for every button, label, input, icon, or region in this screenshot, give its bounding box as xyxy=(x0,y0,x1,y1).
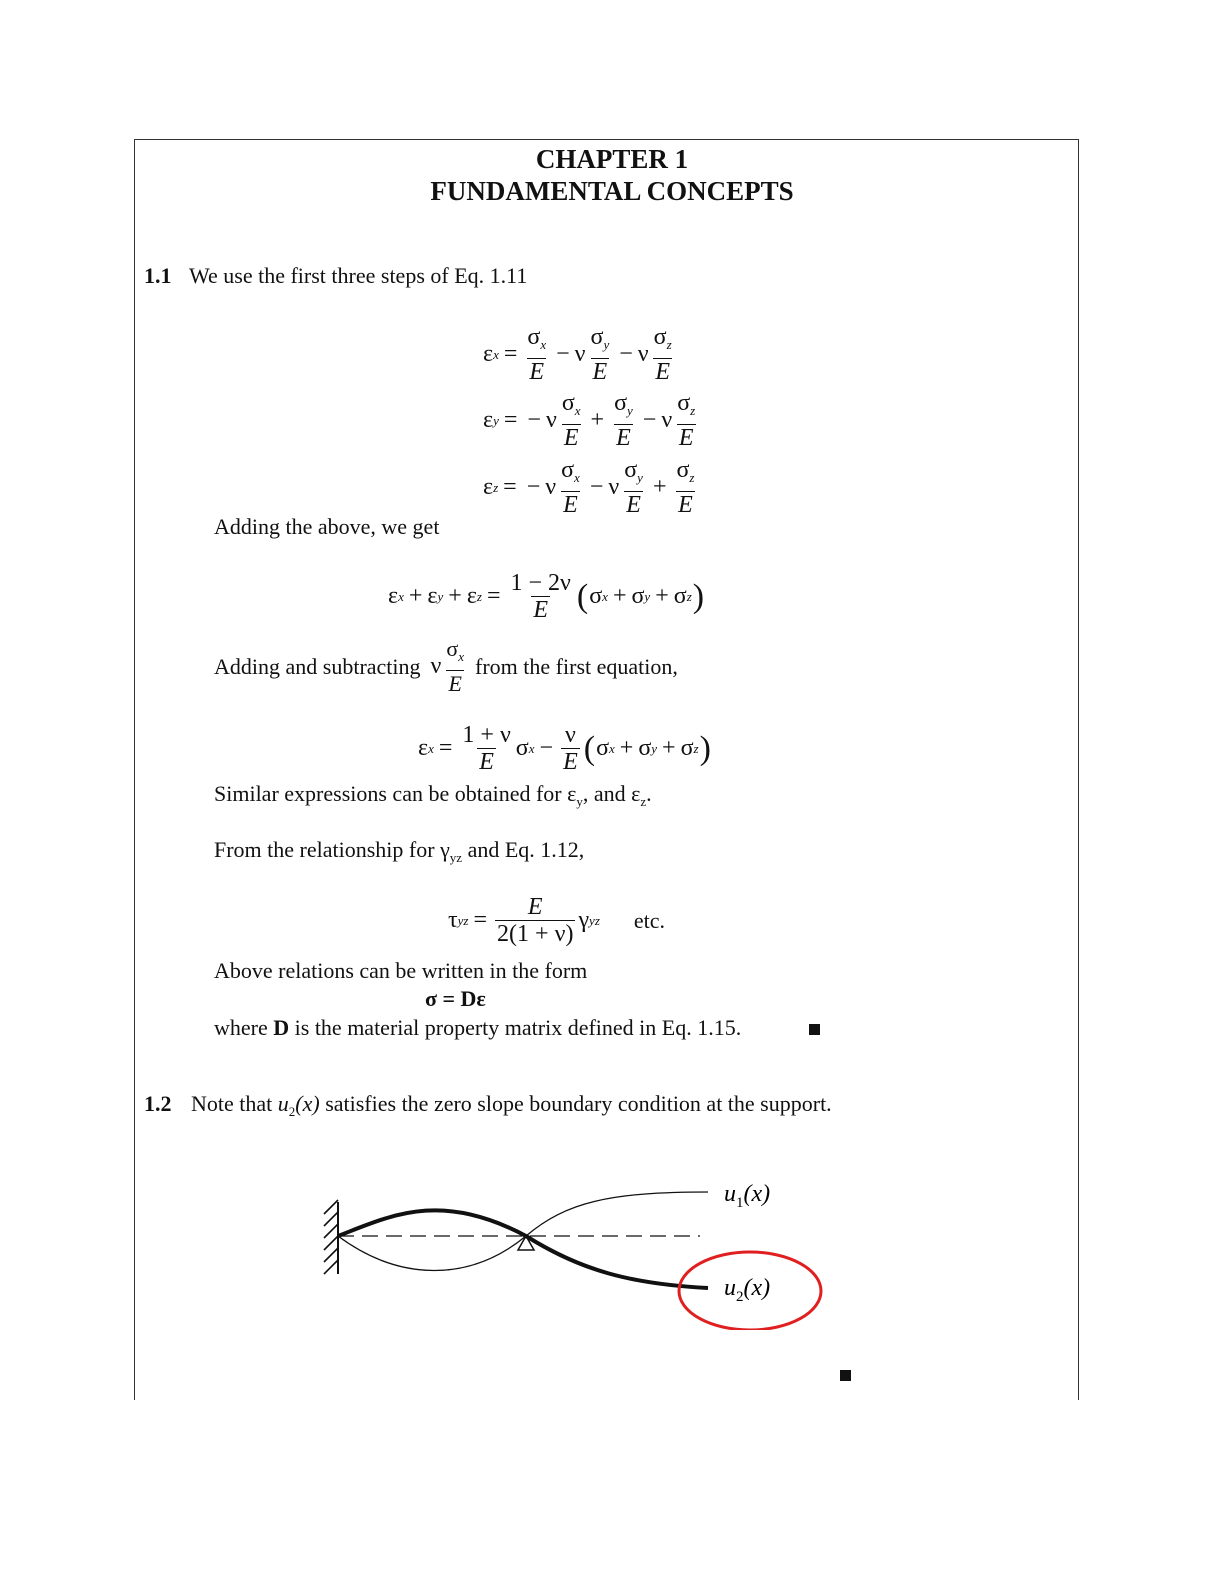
equation-eps-z: ε z = − ν $\frac{\sigma_x}{E}$ − ν $\frac{\sigma_y}{E}$ + $\frac{\sigma_z}{E}$ xyxy=(483,457,695,518)
end-of-proof-square xyxy=(809,1022,820,1040)
problem-1-1-header xyxy=(144,263,527,289)
chapter-number: CHAPTER 1 xyxy=(535,144,689,174)
end-of-problem-square xyxy=(840,1368,851,1386)
wall-hatching xyxy=(324,1200,338,1274)
adding-text: Adding the above, we get xyxy=(214,514,440,539)
u1-label: $u_1(x)$ xyxy=(724,1181,771,1211)
similar-expressions-text: Similar expressions can be obtained for $\varepsilon_y$, and $\varepsilon_z$. xyxy=(214,781,652,809)
problem-intro: We use the first three steps of Eq. 1.11 xyxy=(189,263,528,288)
chapter-title: FUNDAMENTAL CONCEPTS xyxy=(430,176,794,206)
curve-u1 xyxy=(338,1192,708,1271)
etc-text: etc. xyxy=(633,907,666,933)
equation-sum: ε x + ε y + ε z = $\frac{1 - 2\nu}{E}$ ( σ x + σ y + σ z ) xyxy=(388,570,705,623)
equation-eps-y: ε y = − ν $\frac{\sigma_x}{E}$ + $\frac{\sigma_y}{E}$ − ν $\frac{\sigma_z}{E}$ xyxy=(483,390,696,451)
problem-1-2-header: 1.2 Note that $u_2(x)$ satisfies the zero slope boundary condition at the support. xyxy=(144,1091,832,1119)
above-relations-text: Above relations can be written in the form xyxy=(214,958,588,983)
equation-eps-x-expression: ε x = $\frac{1 + \nu}{E}$ σ x − $\frac{\nu}{E}$ ( σ x + σ y + σ z ) xyxy=(418,722,711,775)
equation-tau-yz: τ yz = $\frac{E}{2(1 + \nu)}$ γ yz etc. xyxy=(448,894,666,947)
problem-number: 1.1 xyxy=(144,263,172,288)
from-relationship-text: From the relationship for $\gamma_{yz}$ and Eq. 1.12, xyxy=(214,837,585,865)
adding-subtracting-line: Adding and subtracting ν $\frac{\sigma_x}{E}$ from the first equation, xyxy=(214,636,678,696)
equation-eps-x: ε x = $\frac{\sigma_x}{E}$ − ν $\frac{\sigma_y}{E}$ − ν $\frac{\sigma_z}{E}$ xyxy=(483,324,672,385)
beam-mode-figure xyxy=(310,1170,840,1330)
u2-label: $u_2(x)$ xyxy=(724,1275,771,1305)
where-D-text: where D is the material property matrix defined in Eq. 1.15. xyxy=(214,1015,742,1040)
matrix-equation: σ = Dε xyxy=(425,986,486,1011)
